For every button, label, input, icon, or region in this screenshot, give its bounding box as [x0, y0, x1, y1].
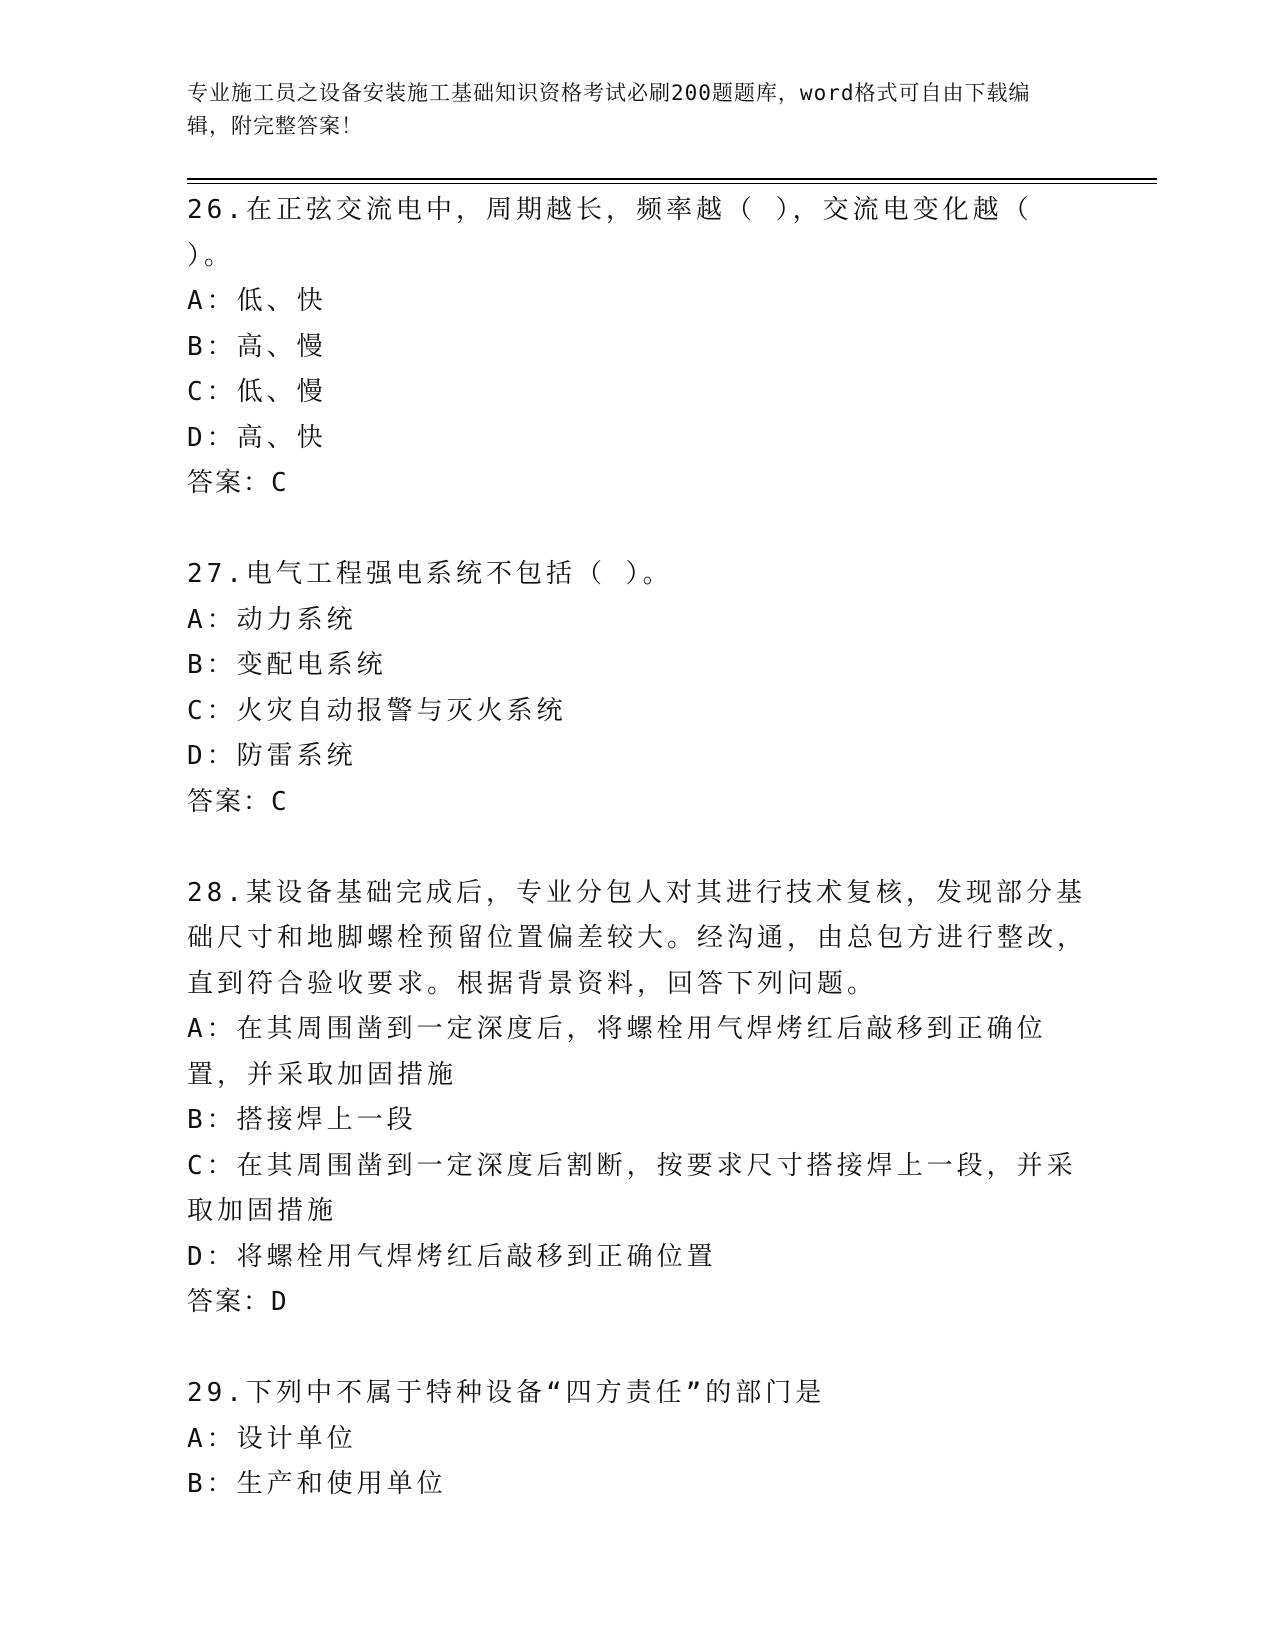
option-a: A：低、快	[187, 286, 327, 316]
answer-line: 答案：C	[187, 786, 289, 817]
question-stem: 26.在正弦交流电中，周期越长，频率越（ ），交流电变化越（ ）。	[187, 195, 1053, 271]
option-d: D：将螺栓用气焊烤红后敲移到正确位置	[187, 1241, 717, 1272]
question-spacer	[187, 1326, 1087, 1372]
question-stem: 27.电气工程强电系统不包括（ ）。	[187, 559, 673, 589]
option-c: C：低、慢	[187, 377, 327, 407]
option-b: B：变配电系统	[187, 650, 387, 680]
answer-line: 答案：D	[187, 1287, 289, 1317]
option-d: D：高、快	[187, 422, 327, 453]
question-list	[187, 188, 1087, 1508]
option-c: C：火灾自动报警与灭火系统	[187, 695, 567, 726]
question-26	[187, 188, 1087, 507]
answer-line: 答案：C	[187, 468, 289, 498]
option-b: B：生产和使用单位	[187, 1469, 447, 1499]
option-a: A：在其周围凿到一定深度后，将螺栓用气焊烤红后敲移到正确位置，并采取加固措施	[187, 1014, 1047, 1090]
header-divider-thin	[187, 183, 1157, 184]
question-spacer	[187, 825, 1087, 871]
question-stem: 29.下列中不属于特种设备“四方责任”的部门是	[187, 1378, 826, 1408]
option-d: D：防雷系统	[187, 741, 357, 771]
question-27	[187, 552, 1087, 825]
option-b: B：高、慢	[187, 331, 327, 362]
question-stem: 28.某设备基础完成后，专业分包人对其进行技术复核，发现部分基础尺寸和地脚螺栓预留位置偏差较大。经沟通，由总包方进行整改，直到符合验收要求。根据背景资料，回答下列问题。	[187, 877, 1088, 999]
question-28	[187, 871, 1087, 1326]
option-c: C：在其周围凿到一定深度后割断，按要求尺寸搭接焊上一段，并采取加固措施	[187, 1150, 1077, 1226]
question-29	[187, 1371, 1087, 1508]
option-a: A：动力系统	[187, 604, 357, 635]
header-divider-thick	[187, 178, 1157, 180]
question-spacer	[187, 507, 1087, 553]
document-header: 专业施工员之设备安装施工基础知识资格考试必刷200题题库，word格式可自由下载编辑，附完整答案！	[187, 81, 1031, 138]
option-b: B：搭接焊上一段	[187, 1105, 417, 1135]
option-a: A：设计单位	[187, 1423, 357, 1454]
